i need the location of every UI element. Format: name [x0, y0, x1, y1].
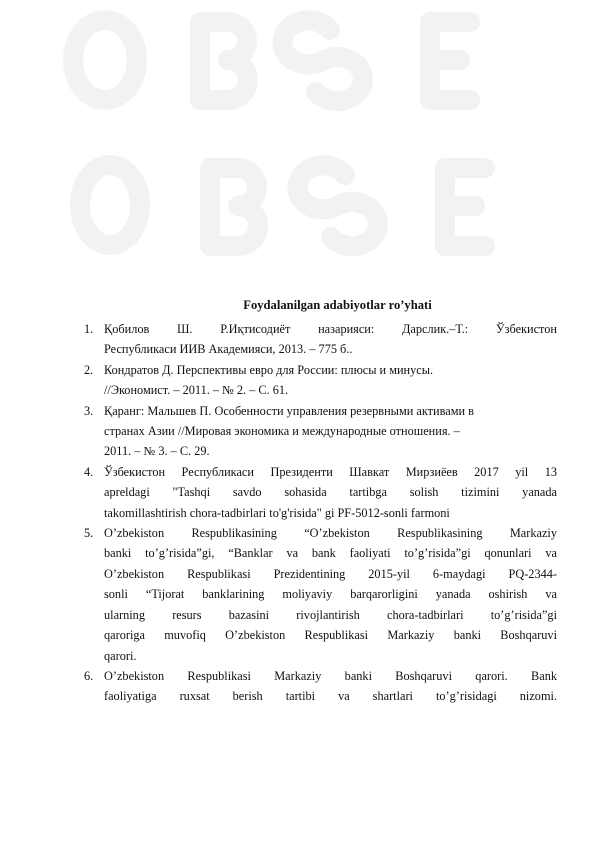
watermark-logo — [0, 0, 595, 290]
text-line: qarori. — [104, 648, 137, 663]
text-line: banki to’g’risida”gi, “Banklar va bank faoliyati to’g’risida”gi qonunlari va — [104, 546, 557, 561]
item-text — [104, 666, 557, 707]
text-line: Кондратов Д. Перспективы евро для России: плюсы и минусы. — [104, 362, 434, 377]
text-line: O’zbekiston Respublikasining “O’zbekiston Respublikasining Markaziy — [104, 526, 557, 541]
text-line: ularning resurs bazasini rivojlantirish chora-tadbirlari to’g’risida”gi — [104, 607, 557, 622]
text-line: Қобилов Ш. Р.Иқтисодиёт назарияси: Дарслик.–Т.: Ўзбекистон — [104, 322, 557, 336]
item-number: 1. — [84, 322, 94, 336]
item-number: 5. — [84, 526, 94, 541]
text-line: Ўзбекистон Республикаси Президенти Шавкат Мирзиёев 2017 yil 13 — [104, 464, 557, 479]
list-item — [84, 319, 557, 360]
text-line: apreldagi "Tashqi savdo sohasida tartibga solish tizimini yanada — [104, 485, 557, 500]
reference-list — [84, 319, 557, 707]
text-line: //Экономист. – 2011. – № 2. – С. 61. — [104, 383, 289, 398]
item-text — [104, 319, 557, 360]
list-item — [84, 462, 557, 523]
item-text — [104, 523, 557, 666]
list-item — [84, 401, 557, 462]
item-text — [104, 462, 557, 523]
text-line: O’zbekiston Respublikasi Markaziy banki Boshqaruvi qarori. Bank — [104, 668, 557, 683]
text-line: sonli “Tijorat banklarining moliyaviy barqarorligini yanada oshirish va — [104, 587, 557, 602]
text-line: faoliyatiga ruxsat berish tartibi va shartlari to’g’risidagi nizomi. — [104, 689, 557, 704]
item-text — [104, 360, 557, 401]
list-item — [84, 360, 557, 401]
text-line: Қаранг: Мальшев П. Особенности управления резервными активами в — [104, 403, 474, 418]
item-number: 2. — [84, 362, 94, 377]
list-item — [84, 666, 557, 707]
text-line: O’zbekiston Respublikasi Prezidentining 2015-yil 6-maydagi PQ-2344- — [104, 566, 557, 581]
item-text — [104, 401, 557, 462]
text-line: qaroriga muvofiq O’zbekiston Respublikasi Markaziy banki Boshqaruvi — [104, 628, 557, 643]
item-number: 3. — [84, 403, 94, 418]
item-number: 6. — [84, 668, 94, 683]
text-line: takomillashtirish chora-tadbirlari to'g'risida" gi PF-5012-sonli farmoni — [104, 505, 450, 520]
text-line: Республикаси ИИВ Академияси, 2013. – 775 б.. — [104, 342, 353, 357]
text-line: странах Азии //Мировая экономика и международные отношения. – — [104, 424, 460, 439]
text-line: 2011. – № 3. – С. 29. — [104, 444, 210, 459]
page-title: Foydalanilgan adabiyotlar ro’yhati — [243, 298, 432, 312]
list-item — [84, 523, 557, 666]
item-number: 4. — [84, 464, 94, 479]
